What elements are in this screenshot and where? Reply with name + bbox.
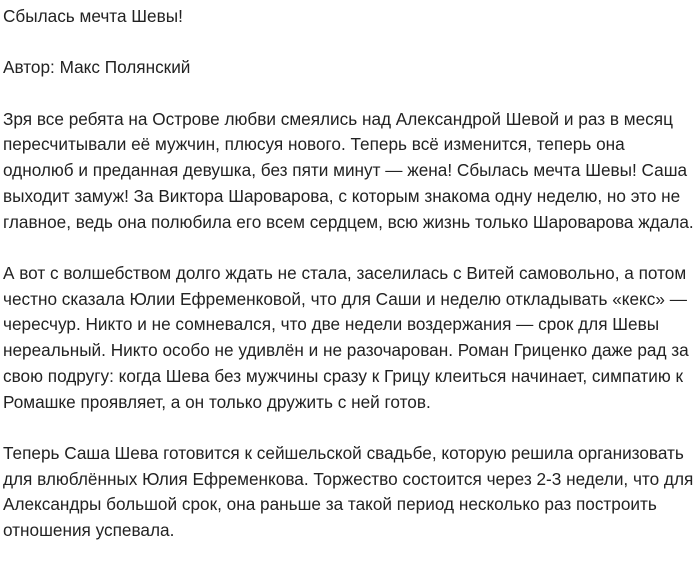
article-paragraph-3: Теперь Саша Шева готовится к сейшельской свадьбе, которую решила организовать для влюблённых Юлия Ефременкова. Торжество состоится через 2-3 недели, что для Александры большой срок, она раньше за такой период несколько раз построить отношения успевала. (3, 442, 694, 540)
article-paragraph-2: А вот с волшебством долго ждать не стала, заселилась с Витей самовольно, а потом честно сказала Юлии Ефременковой, что для Саши и неделю откладывать «кекс» — чересчур. Никто и не сомневался, что две недели воздержания — срок для Шевы нереальный. Никто особо не удивлён и не разочарован. Роман Гриценко даже рад за свою подругу: когда Шева без мужчины сразу к Грицу клеиться начинает, симпатию к Ромашке проявляет, а он только дружить с ней готов. (3, 262, 689, 412)
article-author: Автор: Макс Полянский (3, 57, 191, 78)
article-paragraph-1: Зря все ребята на Острове любви смеялись над Александрой Шевой и раз в месяц пересчитывали её мужчин, плюсуя нового. Теперь всё изменится, теперь она однолюб и преданная девушка, без пяти минут — жена! Сбылась мечта Шевы! Саша выходит замуж! За Виктора Шароварова, с которым знакома одну неделю, но это не главное, ведь она полюбила его всем сердцем, всю жизнь только Шароварова ждала. (3, 108, 694, 232)
article (3, 4, 697, 569)
article-title: Сбылась мечта Шевы! (3, 6, 183, 26)
